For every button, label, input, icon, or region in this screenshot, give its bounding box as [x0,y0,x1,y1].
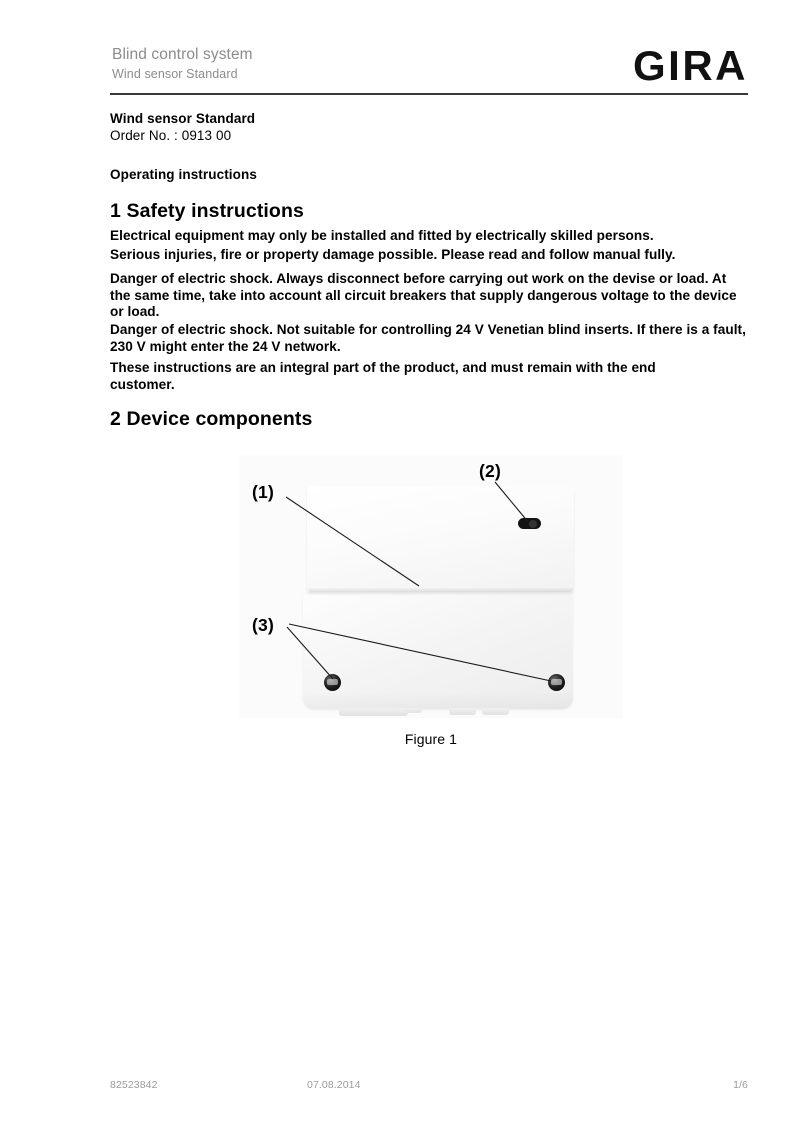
document-type-label: Operating instructions [110,167,257,182]
figure-caption: Figure 1 [404,731,458,747]
figure-callout-1: (1) [252,482,274,502]
section-heading-safety: 1 Safety instructions [110,200,304,222]
header-divider [110,93,748,95]
figure-callout-2: (2) [479,461,501,481]
gira-logo: GIRA [633,42,748,89]
page-header [110,42,748,97]
section-heading-device-components: 2 Device components [110,408,313,430]
order-number: Order No. : 0913 00 [110,128,232,143]
safety-paragraph-3: Danger of electric shock. Always disconnect before carrying out work on the devise or load. At the same time, take into account all circuit breakers that supply dangerous voltage to the device or load. [110,271,737,319]
safety-paragraph-5: These instructions are an integral part of the product, and must remain with the end customer. [110,360,656,392]
callout-leader-lines [239,455,623,718]
product-name: Wind sensor Standard [110,111,256,126]
header-titles [112,45,253,83]
system-title: Blind control system [112,46,253,63]
figure-callout-3: (3) [252,615,274,635]
footer-page-number: 1/6 [733,1079,748,1091]
safety-paragraph-4: Danger of electric shock. Not suitable for controlling 24 V Venetian blind inserts. If there is a fault, 230 V might enter the 24 V network. [110,322,746,354]
product-identification [110,110,748,144]
system-subtitle: Wind sensor Standard [112,67,238,81]
footer-date: 07.08.2014 [307,1079,361,1091]
page-footer [110,1079,748,1093]
safety-paragraph-2: Serious injuries, fire or property damage possible. Please read and follow manual fully. [110,247,676,262]
safety-paragraph-1: Electrical equipment may only be installed and fitted by electrically skilled persons. [110,228,654,243]
device-figure [239,455,623,718]
footer-document-number: 82523842 [110,1079,158,1091]
